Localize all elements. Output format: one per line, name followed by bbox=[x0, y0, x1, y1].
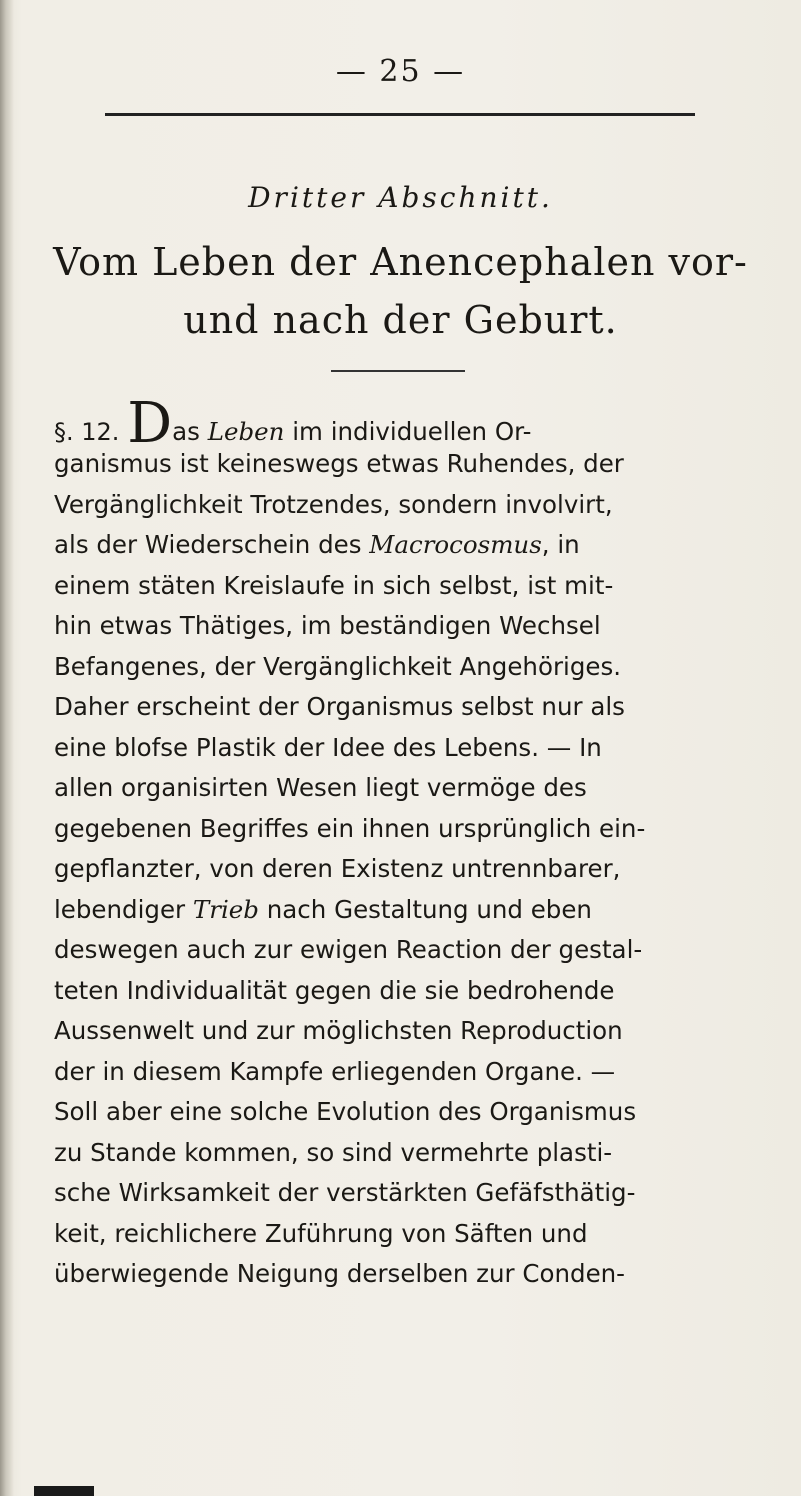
drop-cap: D bbox=[127, 391, 173, 456]
line-13-end: nach Gestaltung und eben bbox=[266, 895, 592, 924]
line-13-italic: Trieb bbox=[192, 895, 259, 924]
title-separator-rule bbox=[331, 370, 465, 372]
line-1-end: im individuellen Or- bbox=[292, 417, 532, 446]
text-line-16: Aussenwelt und zur möglichsten Reproduction bbox=[54, 1016, 623, 1045]
scan-edge-mark bbox=[34, 1486, 94, 1496]
line-4-end: , in bbox=[541, 530, 580, 559]
header-rule bbox=[105, 113, 695, 116]
text-line-17: der in diesem Kampfe erliegenden Organe. — bbox=[54, 1057, 616, 1086]
text-line-14: deswegen auch zur ewigen Reaction der gestal- bbox=[54, 935, 643, 964]
section-heading: Dritter Abschnitt. bbox=[248, 181, 553, 214]
paragraph-number: §. 12. bbox=[54, 418, 120, 446]
chapter-title-line-2: und nach der Geburt. bbox=[183, 298, 618, 342]
text-line-10: allen organisirten Wesen liegt vermöge des bbox=[54, 773, 587, 802]
text-line-4 bbox=[54, 525, 714, 566]
line-1-rest: as bbox=[172, 417, 200, 446]
text-line-3: Vergänglichkeit Trotzendes, sondern involvirt, bbox=[54, 490, 613, 519]
text-line-20: sche Wirksamkeit der verstärkten Gefäfsthätig- bbox=[54, 1178, 636, 1207]
text-line-21: keit, reichlichere Zuführung von Säften und bbox=[54, 1219, 588, 1248]
chapter-title-line-1: Vom Leben der Anencephalen vor- bbox=[53, 240, 748, 284]
line-13-start: lebendiger bbox=[54, 895, 186, 924]
text-line-9: eine blofse Plastik der Idee des Lebens. — In bbox=[54, 733, 602, 762]
line-4-italic: Macrocosmus bbox=[369, 530, 542, 559]
text-line-19: zu Stande kommen, so sind vermehrte plasti- bbox=[54, 1138, 613, 1167]
line-1-italic: Leben bbox=[207, 417, 285, 446]
text-line-5: einem stäten Kreislaufe in sich selbst, ist mit- bbox=[54, 571, 614, 600]
text-line-22: überwiegende Neigung derselben zur Conden- bbox=[54, 1259, 626, 1288]
text-line-11: gegebenen Begriffes ein ihnen ursprünglich ein- bbox=[54, 814, 646, 843]
text-line-12: gepflanzter, von deren Existenz untrennbarer, bbox=[54, 854, 621, 883]
line-4-start: als der Wiederschein des bbox=[54, 530, 362, 559]
text-line-6: hin etwas Thätiges, im beständigen Wechsel bbox=[54, 611, 601, 640]
text-line-8: Daher erscheint der Organismus selbst nur als bbox=[54, 692, 625, 721]
page-number: — 25 — bbox=[335, 54, 466, 89]
binding-shadow bbox=[0, 0, 14, 1496]
text-line-2: ganismus ist keineswegs etwas Ruhendes, der bbox=[54, 449, 624, 478]
text-line-15: teten Individualität gegen die sie bedrohende bbox=[54, 976, 615, 1005]
text-line-7: Befangenes, der Vergänglichkeit Angehöriges. bbox=[54, 652, 622, 681]
text-line-13 bbox=[54, 890, 714, 931]
text-line-18: Soll aber eine solche Evolution des Organismus bbox=[54, 1097, 637, 1126]
